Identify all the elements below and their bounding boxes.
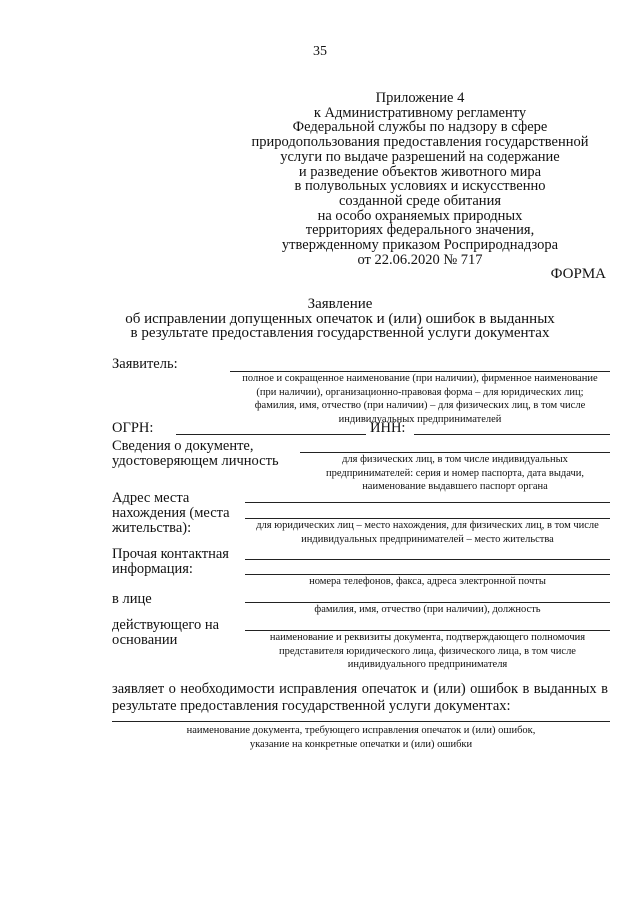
appendix-line: к Административному регламенту <box>313 104 527 121</box>
basis-hint: наименование и реквизиты документа, подтверждающего полномочия представителя юридического лица, физического лица, в том числе индивидуального предпринимателя <box>269 632 586 670</box>
address-label: Адрес места нахождения (места жительства): <box>112 490 230 536</box>
appendix-line: от 22.06.2020 № 717 <box>357 251 483 268</box>
ogrn-label: ОГРН: <box>112 420 154 436</box>
page-number: 35 <box>313 44 327 59</box>
identity-doc-label: Сведения о документе, удостоверяющем личность <box>112 438 279 469</box>
basis-label: действующего на основании <box>112 617 220 648</box>
contact-field-line-1[interactable] <box>245 559 610 560</box>
appendix-line: на особо охраняемых природных <box>317 207 523 224</box>
address-hint: для юридических лиц – место нахождения, для физических лиц, в том числе индивидуальных предпринимателей – место жительства <box>256 520 599 545</box>
form-label: ФОРМА <box>550 266 606 282</box>
representative-label: в лице <box>112 591 152 607</box>
appendix-line: услуги по выдаче разрешений на содержание <box>280 148 560 165</box>
appendix-line: созданной среде обитания <box>338 192 501 209</box>
appendix-line: территориях федерального значения, <box>305 222 535 239</box>
applicant-hint: полное и сокращенное наименование (при наличии), фирменное наименование (при наличии), организационно-правовая форма – для юридических лиц; фамилия, имя, отчество (при наличии) – для физических лиц, в том числе индивидуальных предпринимателей <box>242 373 598 425</box>
address-field-line-1[interactable] <box>245 502 610 503</box>
title-line: Заявление <box>307 296 373 312</box>
appendix-line: природопользования предоставления государственной <box>251 134 589 151</box>
document-title <box>100 297 580 341</box>
inn-field-line[interactable] <box>414 434 610 435</box>
applicant-label: Заявитель: <box>112 356 178 372</box>
appendix-line: Приложение 4 <box>375 90 465 106</box>
ogrn-field-line[interactable] <box>176 434 366 435</box>
appendix-line: в полувольных условиях и искусственно <box>294 178 546 195</box>
title-line: об исправлении допущенных опечаток и (или) ошибок в выданных <box>125 310 555 327</box>
documents-hint: наименование документа, требующего исправления опечаток и (или) ошибок, указание на конкретные опечатки и (или) ошибки <box>186 725 536 750</box>
contact-label: Прочая контактная информация: <box>112 546 229 577</box>
statement-line-2: результате предоставления государственной услуги документах: <box>112 698 511 714</box>
title-line: в результате предоставления государственной услуги документах <box>130 325 550 341</box>
appendix-header <box>240 91 600 267</box>
appendix-line: утвержденному приказом Росприроднадзора <box>281 237 559 254</box>
inn-label: ИНН: <box>370 420 406 436</box>
documents-field-line[interactable] <box>112 721 610 722</box>
representative-hint: фамилия, имя, отчество (при наличии), должность <box>314 604 541 615</box>
statement-line-1: заявляет о необходимости исправления опечаток и (или) ошибок в выданных в <box>112 681 608 697</box>
contact-hint: номера телефонов, факса, адреса электронной почты <box>309 576 546 587</box>
appendix-line: Федеральной службы по надзору в сфере <box>292 119 548 136</box>
identity-doc-hint: для физических лиц, в том числе индивидуальных предпринимателей: серия и номер паспорта, дата выдачи, наименование выдавшего паспорт органа <box>326 454 584 492</box>
appendix-line: и разведение объектов животного мира <box>298 163 542 180</box>
